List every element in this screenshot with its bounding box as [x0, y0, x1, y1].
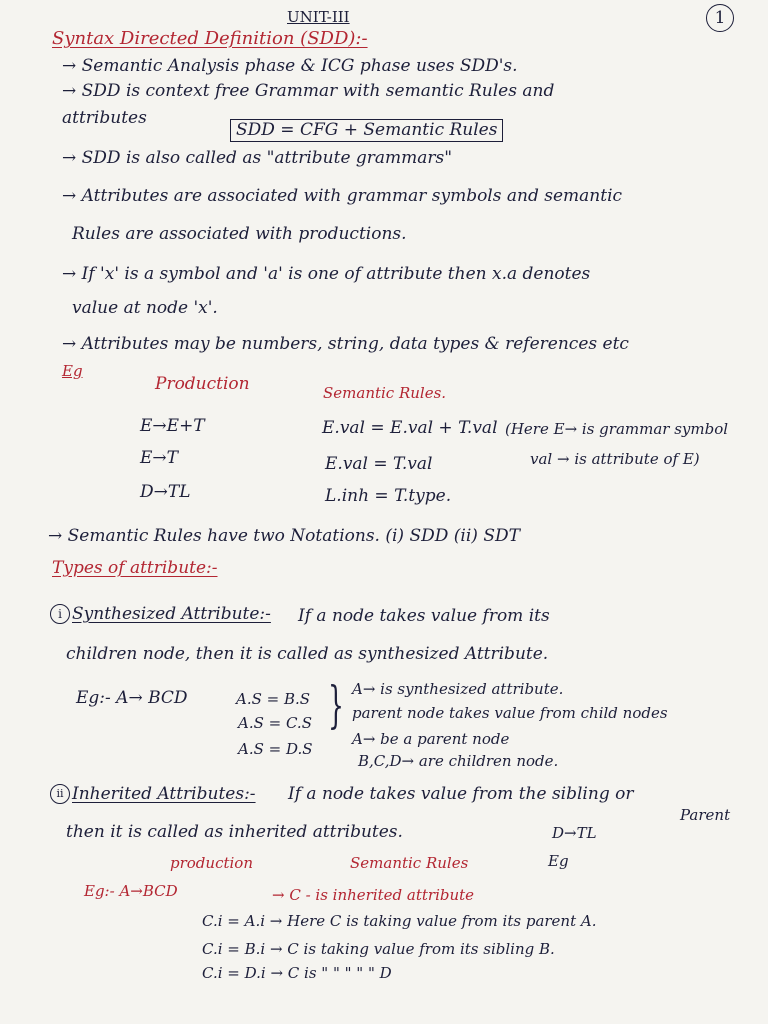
synth-rule-2: A.S = C.S	[238, 714, 312, 732]
bullet-2: → SDD is context free Grammar with semantic Rules and	[62, 81, 555, 101]
section-heading: Syntax Directed Definition (SDD):-	[52, 28, 368, 49]
bullet-6: → Attributes may be numbers, string, data types & references etc	[62, 334, 629, 354]
rule-row-1: E.val = E.val + T.val	[322, 418, 498, 438]
inh-rule-3: C.i = D.i → C is " " " " " D	[202, 964, 392, 982]
synth-note-4: B,C,D→ are children node.	[358, 752, 559, 770]
page-number: 1	[706, 4, 734, 32]
synth-def-2: children node, then it is called as synthesized Attribute.	[66, 644, 549, 664]
inh-side-production: D→TL	[552, 824, 597, 842]
inh-def-2: then it is called as inherited attributes.	[66, 822, 403, 842]
inh-def-1: If a node takes value from the sibling or	[288, 784, 634, 804]
production-header: Production	[155, 374, 250, 394]
synth-title: Synthesized Attribute:-	[72, 604, 271, 624]
production-row-2: E→T	[140, 448, 178, 468]
rule-row-2: E.val = T.val	[325, 454, 433, 474]
synth-rule-1: A.S = B.S	[236, 690, 311, 708]
bullet-5-cont: value at node 'x'.	[72, 298, 218, 318]
bullet-5: → If 'x' is a symbol and 'a' is one of attribute then x.a denotes	[62, 264, 591, 284]
inh-title: Inherited Attributes:-	[72, 784, 256, 804]
synth-def-1: If a node takes value from its	[298, 606, 550, 626]
synth-number: i	[50, 604, 70, 624]
production-row-1: E→E+T	[140, 416, 205, 436]
inh-semantic-header: Semantic Rules	[350, 854, 469, 872]
inh-number: ii	[50, 784, 70, 804]
rule-row-3: L.inh = T.type.	[325, 486, 452, 506]
semantic-rules-header: Semantic Rules.	[323, 384, 447, 402]
bullet-3: → SDD is also called as "attribute grammars"	[62, 148, 453, 168]
inh-rule-2: C.i = B.i → C is taking value from its sibling B.	[202, 940, 555, 958]
inh-rule-1: C.i = A.i → Here C is taking value from its parent A.	[202, 912, 597, 930]
bullet-1: → Semantic Analysis phase & ICG phase uses SDD's.	[62, 56, 518, 76]
production-row-3: D→TL	[140, 482, 191, 502]
example-label: Eg	[62, 362, 83, 380]
notations-line: → Semantic Rules have two Notations. (i) SDD (ii) SDT	[48, 526, 520, 546]
inh-note-0: → C - is inherited attribute	[272, 886, 475, 904]
inh-production-header: production	[170, 854, 253, 872]
synth-note-2: parent node takes value from child nodes	[352, 704, 668, 722]
bullet-4-cont: Rules are associated with productions.	[72, 224, 407, 244]
unit-title: UNIT-III	[287, 8, 350, 26]
formula-box: SDD = CFG + Semantic Rules	[230, 119, 503, 142]
synth-rule-3: A.S = D.S	[238, 740, 313, 758]
note-line-2: val → is attribute of E)	[530, 450, 700, 468]
brace-icon: }	[327, 676, 344, 734]
bullet-4: → Attributes are associated with grammar symbols and semantic	[62, 186, 623, 206]
synth-eg: Eg:- A→ BCD	[76, 688, 188, 708]
inh-def-1b: Parent	[680, 806, 731, 824]
synth-note-3: A→ be a parent node	[352, 730, 510, 748]
inh-eg: Eg:- A→BCD	[84, 882, 178, 900]
note-line-1: (Here E→ is grammar symbol	[505, 420, 729, 438]
bullet-2-cont: attributes	[62, 108, 147, 128]
types-heading: Types of attribute:-	[52, 558, 218, 578]
inh-side-eg: Eg	[548, 852, 569, 870]
synth-note-1: A→ is synthesized attribute.	[352, 680, 564, 698]
